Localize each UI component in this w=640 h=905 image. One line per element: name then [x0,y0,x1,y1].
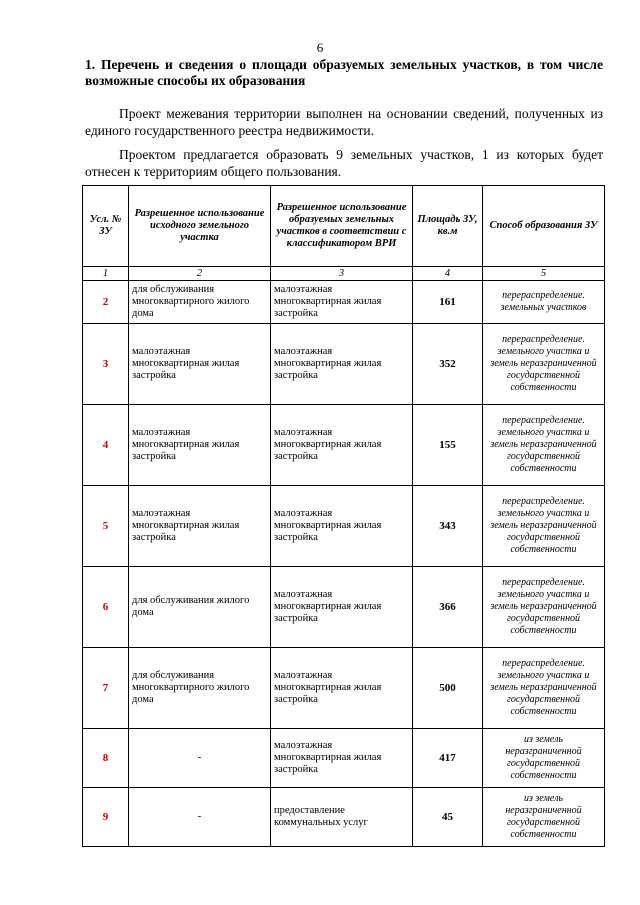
plot-area: 366 [413,567,483,648]
paragraph-basis: Проект межевания территории выполнен на основании сведений, полученных из единого государственного реестра недвижимости. [85,106,603,138]
table-row [83,281,605,324]
table-row [83,405,605,486]
column-number: 4 [413,267,483,281]
formation-method: перераспределение. земельного участка и земель неразграниченной государственной собственности [483,324,605,405]
new-use: малоэтажная многоквартирная жилая застройка [271,324,413,405]
plot-number: 6 [83,567,129,648]
plot-area: 343 [413,486,483,567]
source-use: малоэтажная многоквартирная жилая застройка [129,324,271,405]
new-use: малоэтажная многоквартирная жилая застройка [271,486,413,567]
new-use: малоэтажная многоквартирная жилая застройка [271,648,413,729]
table-row [83,324,605,405]
column-number-row [83,267,605,281]
plot-number: 3 [83,324,129,405]
table-header-row [83,186,605,267]
column-number: 1 [83,267,129,281]
source-use: малоэтажная многоквартирная жилая застройка [129,486,271,567]
plot-number: 9 [83,788,129,847]
plot-area: 500 [413,648,483,729]
header-method: Способ образования ЗУ [483,186,605,267]
new-use: малоэтажная многоквартирная жилая застройка [271,729,413,788]
column-number: 2 [129,267,271,281]
source-use: для обслуживания многоквартирного жилого дома [129,648,271,729]
table-row [83,567,605,648]
new-use: малоэтажная многоквартирная жилая застройка [271,405,413,486]
plot-area: 417 [413,729,483,788]
source-use: малоэтажная многоквартирная жилая застройка [129,405,271,486]
plot-number: 7 [83,648,129,729]
paragraph-proposal: Проектом предлагается образовать 9 земельных участков, 1 из которых будет отнесен к территориям общего пользования. [85,147,603,179]
plot-area: 155 [413,405,483,486]
plot-number: 4 [83,405,129,486]
formation-method: перераспределение. земельного участка и земель неразграниченной государственной собственности [483,648,605,729]
plot-area: 161 [413,281,483,324]
page-number: 6 [316,40,324,55]
plot-number: 2 [83,281,129,324]
formation-method: из земель неразграниченной государственной собственности [483,729,605,788]
section-heading: 1. Перечень и сведения о площади образуемых земельных участков, в том числе возможные способы их образования [85,57,603,88]
new-use: малоэтажная многоквартирная жилая застройка [271,281,413,324]
plot-number: 8 [83,729,129,788]
formation-method: перераспределение. земельного участка и земель неразграниченной государственной собственности [483,567,605,648]
plot-area: 352 [413,324,483,405]
column-number: 5 [483,267,605,281]
new-use: малоэтажная многоквартирная жилая застройка [271,567,413,648]
header-plot-number: Усл. № ЗУ [83,186,129,267]
table-row [83,648,605,729]
plot-number: 5 [83,486,129,567]
plot-area: 45 [413,788,483,847]
table-row [83,486,605,567]
source-use: для обслуживания жилого дома [129,567,271,648]
new-use: предоставление коммунальных услуг [271,788,413,847]
formation-method: перераспределение. земельного участка и земель неразграниченной государственной собственности [483,486,605,567]
table-row [83,729,605,788]
table-row [83,788,605,847]
formation-method: из земель неразграниченной государственной собственности [483,788,605,847]
header-source-use: Разрешенное использование исходного земельного участка [129,186,271,267]
source-use: - [129,788,271,847]
land-plots-table [82,185,605,847]
source-use: - [129,729,271,788]
formation-method: перераспределение. земельных участков [483,281,605,324]
header-area: Площадь ЗУ, кв.м [413,186,483,267]
header-new-use: Разрешенное использование образуемых земельных участков в соответствии с классификатором ВРИ [271,186,413,267]
source-use: для обслуживания многоквартирного жилого дома [129,281,271,324]
formation-method: перераспределение. земельного участка и земель неразграниченной государственной собственности [483,405,605,486]
column-number: 3 [271,267,413,281]
